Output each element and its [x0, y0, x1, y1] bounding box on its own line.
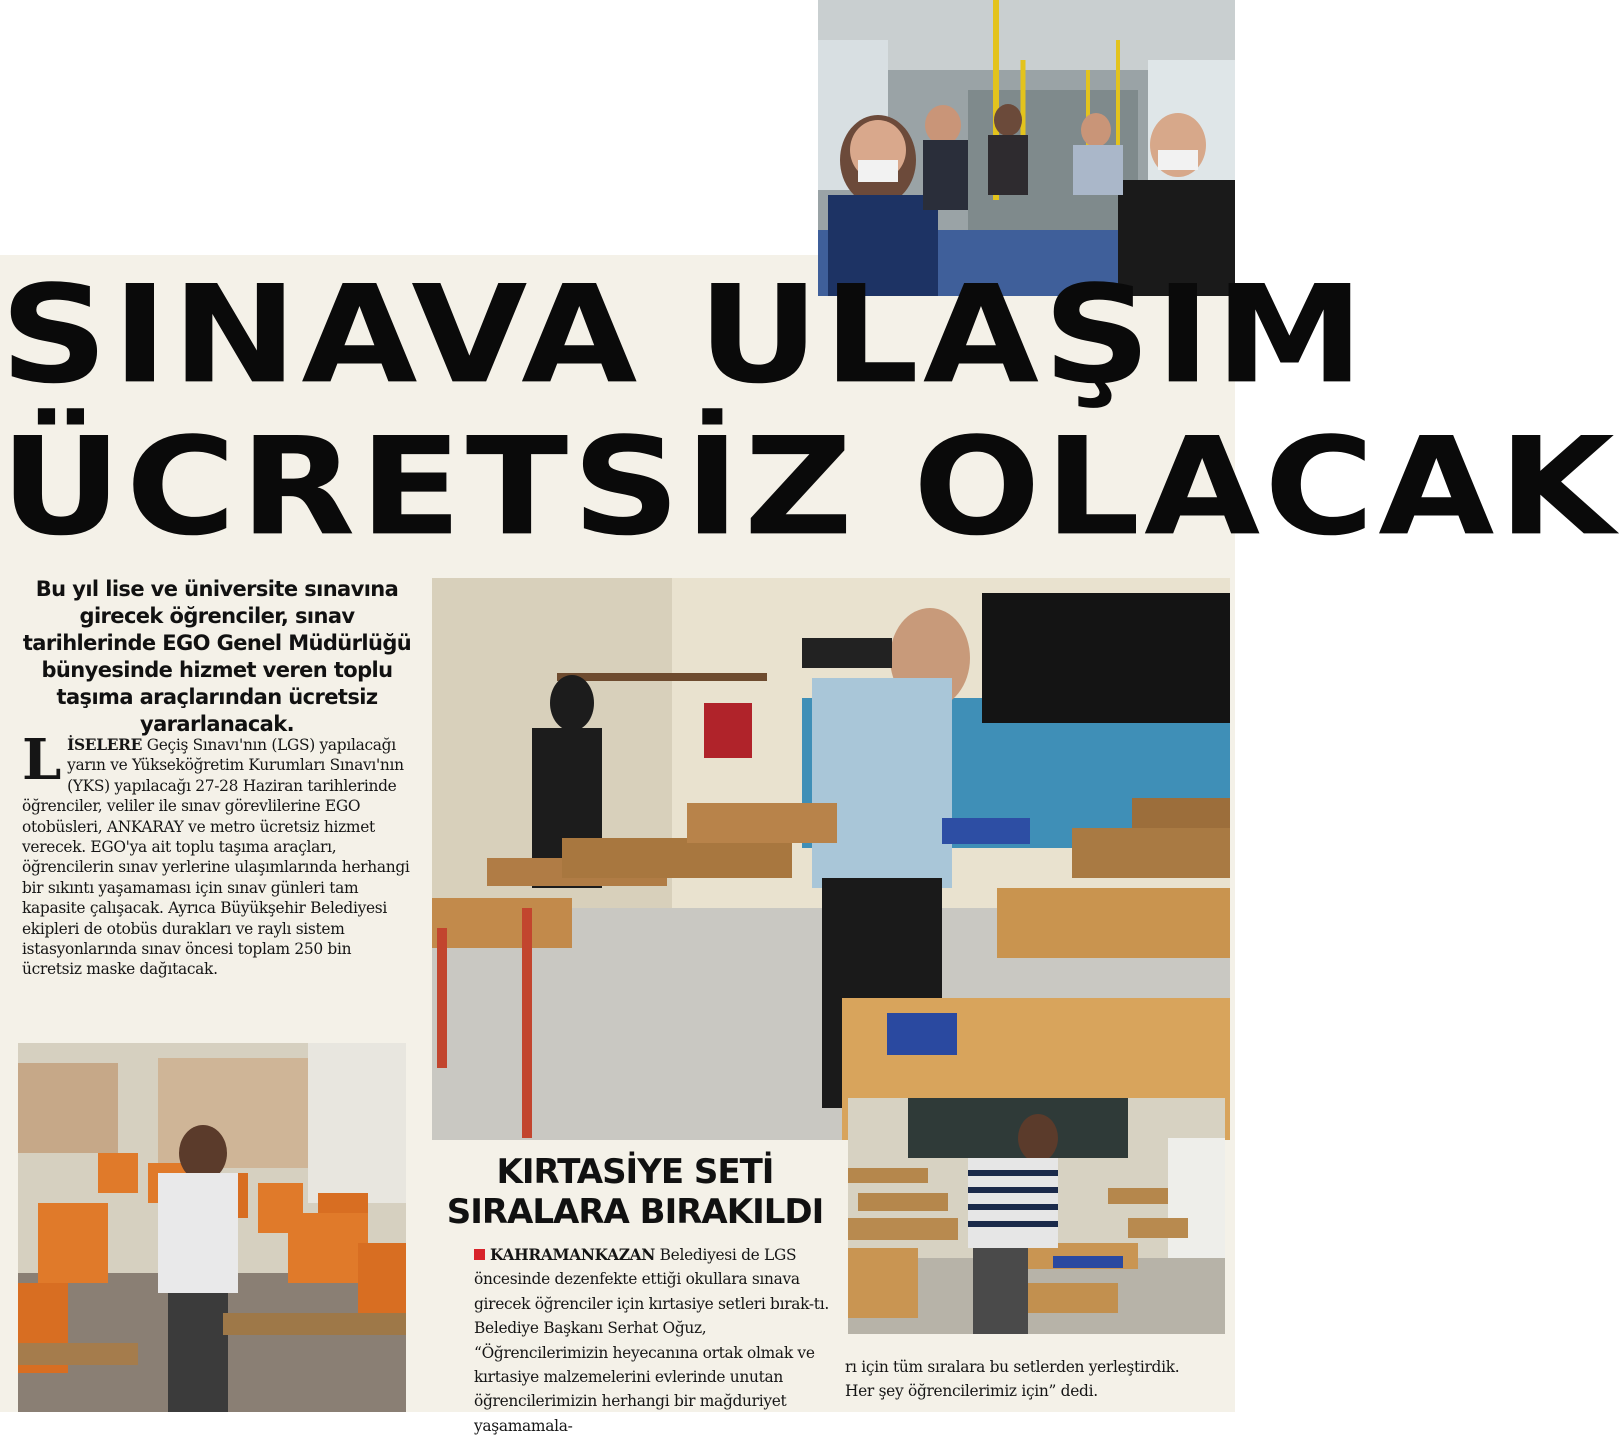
headline-line-1: SINAVA ULAŞIM: [0, 257, 1369, 414]
headline-line-2: ÜCRETSİZ OLACAK: [0, 409, 1619, 566]
desk-placement-photo: [848, 1098, 1225, 1334]
disinfection-photo: [18, 1043, 406, 1412]
lead-paragraph: Bu yıl lise ve üniversite sınavına girecek öğrenciler, sınav tarihlerinde EGO Genel Müdürlüğü bünyesinde hizmet veren toplu taşıma araçlarından ücretsiz yararlanacak.: [22, 577, 412, 736]
sidebar-headline-line-2: SIRALARA BIRAKILDI: [446, 1192, 824, 1232]
sidebar-headline-line-1: KIRTASİYE SETİ: [496, 1152, 774, 1192]
sidebar-body: [474, 1243, 829, 1438]
drop-cap: L: [22, 727, 62, 793]
red-bullet-icon: [474, 1249, 485, 1260]
article-text: Geçiş Sınavı'nın (LGS) yapılacağı yarın ve Yükseköğretim Kurumları Sınavı'nın (YKS) yapılacağı 27-28 Haziran tarihlerinde öğrenciler, veliler ile sınav görevlilerine EGO otobüsleri, ANKARAY ve metro ücretsiz hizmet verecek. EGO'ya ait toplu taşıma araçları, öğrencilerin sınav yerlerine ulaşımlarında herhangi bir sıkıntı yaşamaması için sınav günleri tam kapasite çalışacak. Ayrıca Büyükşehir Belediyesi ekipleri de otobüs durakları ve raylı sistem istasyonlarında sınav öncesi toplam 250 bin ücretsiz maske dağıtacak.: [22, 736, 410, 979]
sidebar-text: Belediyesi de LGS öncesinde dezenfekte ettiği okullara sınava girecek öğrenciler için kırtasiye setleri bırak-tı. Belediye Başkanı Serhat Oğuz, “Öğrencilerimizin heyecanına ortak olmak ve kırtasiye malzemelerini evlerinde unutan öğrencilerimizin herhangi bir mağduriyet yaşamamala-: [474, 1246, 829, 1435]
sidebar-headline: [440, 1152, 830, 1232]
article-body: [22, 727, 414, 980]
article-kicker: İSELERE: [67, 736, 143, 754]
sidebar-kicker: KAHRAMANKAZAN: [490, 1246, 656, 1264]
bus-interior-photo: [818, 0, 1235, 296]
sidebar-body-continued: rı için tüm sıralara bu setlerden yerleştirdik. Her şey öğrencilerimiz için” dedi.: [845, 1358, 1180, 1401]
classroom-photo: [432, 578, 1230, 1140]
